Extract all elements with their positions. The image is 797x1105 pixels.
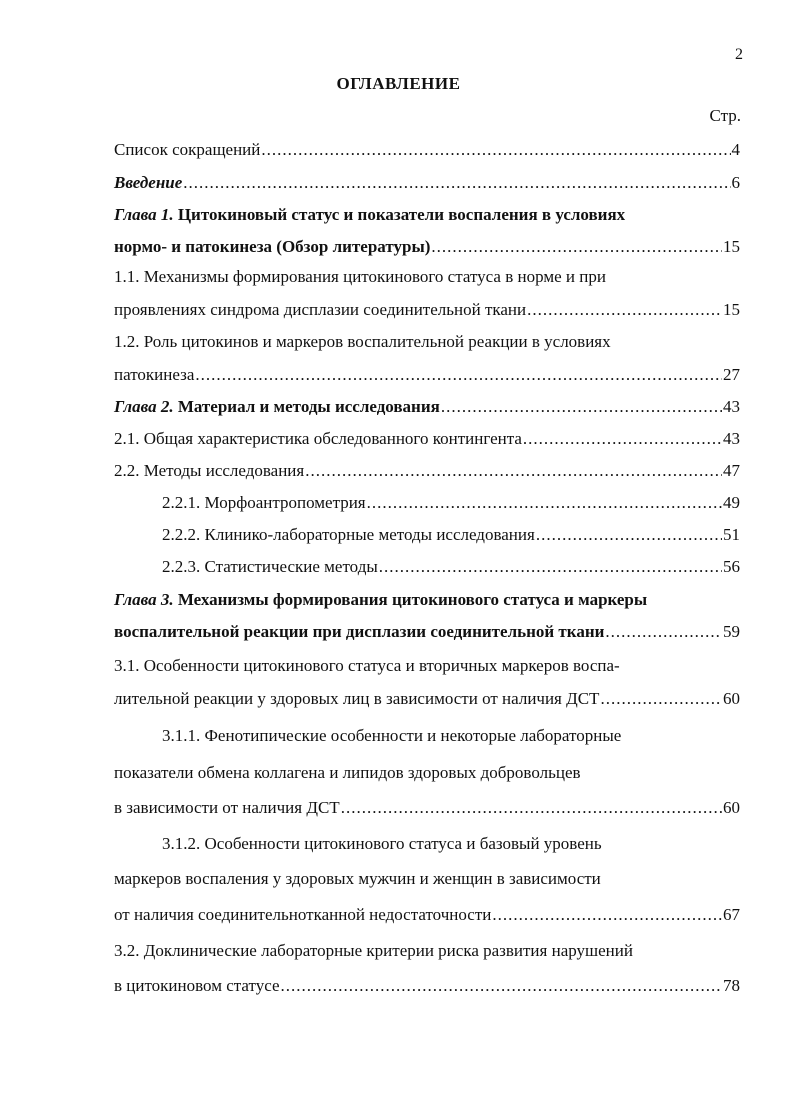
leader-dots bbox=[183, 172, 730, 194]
leader-dots bbox=[341, 797, 722, 819]
entry-page: 67 bbox=[723, 905, 740, 924]
entry-page: 6 bbox=[731, 173, 740, 192]
entry-text: проявлениях синдрома дисплазии соединительной ткани bbox=[114, 300, 527, 319]
entry-page: 56 bbox=[723, 557, 740, 576]
leader-dots bbox=[536, 524, 722, 546]
entry-text: 2.2.2. Клинико-лабораторные методы исследования bbox=[162, 525, 535, 544]
entry-text: Введение bbox=[114, 173, 183, 192]
toc-entry-3-2-line2 bbox=[114, 975, 740, 997]
entry-page: 78 bbox=[723, 976, 740, 995]
toc-entry-1-2-line2 bbox=[114, 364, 740, 386]
leader-dots bbox=[492, 904, 722, 926]
page-number: 2 bbox=[735, 46, 743, 63]
entry-text: 2.1. Общая характеристика обследованного контингента bbox=[114, 429, 522, 448]
entry-page: 43 bbox=[723, 397, 740, 416]
entry-page: 49 bbox=[723, 493, 740, 512]
toc-entry-3-1-2-line1: 3.1.2. Особенности цитокинового статуса и базовый уровень bbox=[162, 834, 602, 853]
entry-text: Список сокращений bbox=[114, 140, 261, 159]
entry-text: Механизмы формирования цитокинового статуса и маркеры bbox=[177, 590, 648, 609]
entry-page: 51 bbox=[723, 525, 740, 544]
entry-text: 2.2.1. Морфоантропометрия bbox=[162, 493, 366, 512]
leader-dots bbox=[379, 556, 722, 578]
entry-page: 15 bbox=[723, 300, 740, 319]
toc-entry-2-2 bbox=[114, 460, 740, 482]
entry-page: 27 bbox=[723, 365, 740, 384]
toc-entry-chapter3-line1 bbox=[114, 589, 647, 611]
leader-dots bbox=[605, 621, 722, 643]
entry-text: нормо- и патокинеза (Обзор литературы) bbox=[114, 237, 431, 256]
toc-entry-2-2-2 bbox=[162, 524, 740, 546]
entry-text: 2.2. Методы исследования bbox=[114, 461, 305, 480]
entry-text: Цитокиновый статус и показатели воспаления в условиях bbox=[177, 205, 626, 224]
leader-dots bbox=[523, 428, 722, 450]
toc-entry-chapter3-line2 bbox=[114, 621, 740, 643]
entry-text: 2.2.3. Статистические методы bbox=[162, 557, 378, 576]
entry-text: в зависимости от наличия ДСТ bbox=[114, 798, 340, 817]
entry-text: в цитокиновом статусе bbox=[114, 976, 280, 995]
chapter-label: Глава 1. bbox=[114, 205, 174, 224]
toc-entry-3-1-1-line3 bbox=[114, 797, 740, 819]
toc-entry-3-1-2-line2: маркеров воспаления у здоровых мужчин и женщин в зависимости bbox=[114, 869, 601, 888]
toc-entry-2-2-1 bbox=[162, 492, 740, 514]
entry-page: 47 bbox=[723, 461, 740, 480]
entry-text: лительной реакции у здоровых лиц в зависимости от наличия ДСТ bbox=[114, 689, 600, 708]
leader-dots bbox=[367, 492, 722, 514]
entry-page: 4 bbox=[731, 140, 740, 159]
entry-page: 60 bbox=[723, 798, 740, 817]
toc-entry-1-1-line1: 1.1. Механизмы формирования цитокинового статуса в норме и при bbox=[114, 267, 606, 286]
toc-entry-chapter2 bbox=[114, 396, 740, 418]
toc-entry-introduction bbox=[114, 172, 740, 194]
leader-dots bbox=[261, 139, 730, 161]
leader-dots bbox=[600, 688, 722, 710]
toc-entry-3-1-line1: 3.1. Особенности цитокинового статуса и вторичных маркеров воспа- bbox=[114, 656, 620, 675]
toc-entry-chapter1-line1 bbox=[114, 204, 625, 226]
toc-entry-1-2-line1: 1.2. Роль цитокинов и маркеров воспалительной реакции в условиях bbox=[114, 332, 611, 351]
toc-entry-abbreviations bbox=[114, 139, 740, 161]
leader-dots bbox=[195, 364, 722, 386]
page-title: ОГЛАВЛЕНИЕ bbox=[336, 74, 461, 93]
toc-entry-3-2-line1: 3.2. Доклинические лабораторные критерии риска развития нарушений bbox=[114, 941, 633, 960]
entry-page: 15 bbox=[723, 237, 740, 256]
toc-entry-3-1-1-line2: показатели обмена коллагена и липидов здоровых добровольцев bbox=[114, 763, 581, 782]
toc-entry-chapter1-line2 bbox=[114, 236, 740, 258]
toc-entry-2-2-3 bbox=[162, 556, 740, 578]
entry-text: от наличия соединительнотканной недостаточности bbox=[114, 905, 492, 924]
entry-text: воспалительной реакции при дисплазии соединительной ткани bbox=[114, 622, 605, 641]
entry-page: 59 bbox=[723, 622, 740, 641]
leader-dots bbox=[441, 396, 722, 418]
toc-entry-3-1-2-line3 bbox=[114, 904, 740, 926]
chapter-label: Глава 2. bbox=[114, 397, 174, 416]
entry-page: 60 bbox=[723, 689, 740, 708]
leader-dots bbox=[281, 975, 722, 997]
chapter-label: Глава 3. bbox=[114, 590, 174, 609]
leader-dots bbox=[527, 299, 722, 321]
page-column-label: Стр. bbox=[709, 106, 741, 125]
leader-dots bbox=[305, 460, 722, 482]
toc-entry-3-1-line2 bbox=[114, 688, 740, 710]
toc-entry-3-1-1-line1: 3.1.1. Фенотипические особенности и некоторые лабораторные bbox=[162, 726, 622, 745]
entry-page: 43 bbox=[723, 429, 740, 448]
toc-entry-2-1 bbox=[114, 428, 740, 450]
entry-text: патокинеза bbox=[114, 365, 195, 384]
entry-text: Материал и методы исследования bbox=[177, 397, 440, 416]
leader-dots bbox=[431, 236, 722, 258]
toc-entry-1-1-line2 bbox=[114, 299, 740, 321]
